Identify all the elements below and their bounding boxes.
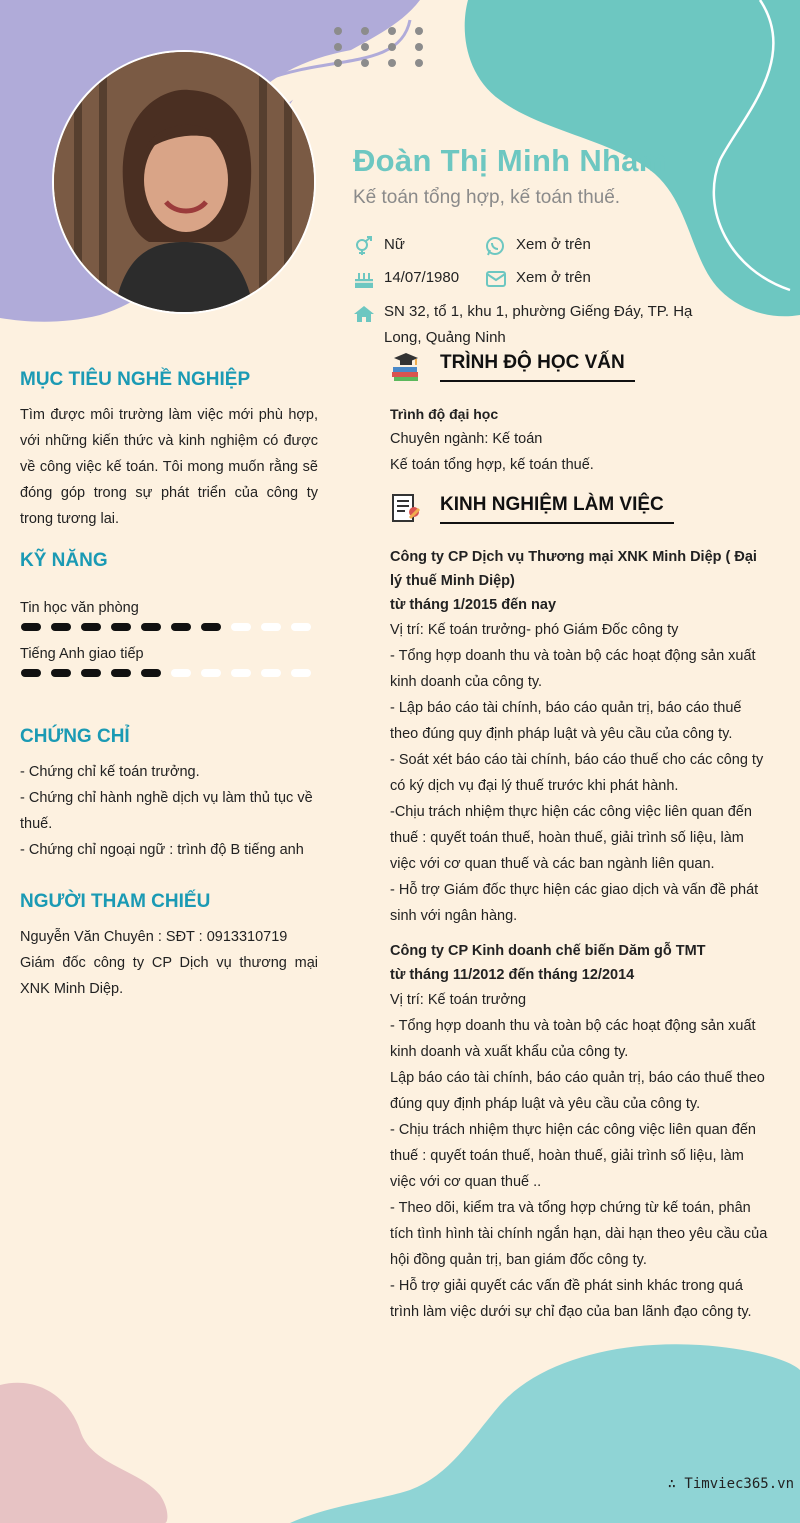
skill-dash-empty [231,669,251,677]
objective-heading: MỤC TIÊU NGHỀ NGHIỆP [20,369,251,390]
skill-dash-empty [291,669,311,677]
skill-dash-filled [81,669,101,677]
objective-text: Tìm được môi trường làm việc mới phù hợp, với những kiến thức và kinh nghiệm có được về công việc kế toán. Tôi mong muốn rằng sẽ đóng góp trong sự phát triển của công ty trong tương lai. [20,407,318,527]
envelope-icon [485,269,507,289]
skill-dash-filled [171,623,191,631]
education-level: Trình độ đại học [390,406,499,422]
phone-value[interactable]: Xem ở trên [516,236,591,253]
job-1 [390,545,770,929]
profile-photo [52,50,316,314]
whatsapp-icon [485,236,507,256]
job-period: từ tháng 1/2015 đến nay [390,597,557,613]
job-duty: - Tổng hợp doanh thu và toàn bộ các hoạt động sản xuất kinh doanh và xuất khẩu của công ty. [390,1018,756,1060]
gender-value: Nữ [384,236,405,253]
job-duty: -Chịu trách nhiệm thực hiện các công việc liên quan đến thuế : quyết toán thuế, hoàn thuế, giải trình số liệu, làm việc với cơ quan thuế và các ban ngành liên quan. [390,804,752,872]
birthday-row [353,269,459,289]
job-company: Công ty CP Dịch vụ Thương mại XNK Minh Diệp ( Đại lý thuế Minh Diệp) [390,549,757,589]
skill-dash-filled [51,669,71,677]
skills-heading: KỸ NĂNG [20,550,108,571]
skill-dash-filled [111,669,131,677]
job-duty: - Soát xét báo cáo tài chính, báo cáo thuế cho các công ty có ký dịch vụ đại lý thuế trước khi phát hành. [390,752,764,794]
work-document-icon [390,492,422,524]
skill-dash-filled [141,669,161,677]
skill-dash-empty [291,623,311,631]
gender-row [353,236,405,256]
graduation-books-icon [390,350,422,382]
job-duty: - Lập báo cáo tài chính, báo cáo quản trị, báo cáo thuế theo đúng quy định pháp luật và yêu cầu của công ty. [390,700,742,742]
skill-dash-empty [261,623,281,631]
references-text [20,924,318,1002]
skill-dash-empty [201,669,221,677]
skill-dash-filled [81,623,101,631]
education-header [390,350,635,382]
home-icon [353,304,375,324]
address-line-1: SN 32, tổ 1, khu 1, phường Giếng Đáy, TP. Hạ [384,303,693,320]
job-duty: - Tổng hợp doanh thu và toàn bộ các hoạt động sản xuất kinh doanh của công ty. [390,648,756,690]
job-duty: - Theo dõi, kiểm tra và tổng hợp chứng từ kế toán, phân tích tình hình tài chính ngắn hạn, dài hạn theo yêu cầu của hội đồng quản trị, ban giám đốc công ty. [390,1200,768,1268]
job-position: Vị trí: Kế toán trưởng- phó Giám Đốc công ty [390,622,679,638]
phone-row [485,236,591,256]
skill-dash-filled [111,623,131,631]
skill-label: Tiếng Anh giao tiếp [20,646,144,662]
skill-dash-empty [171,669,191,677]
candidate-name: Đoàn Thị Minh Nhâm [353,143,667,178]
skill-dash-filled [51,623,71,631]
skill-dash-empty [231,623,251,631]
skill-label: Tin học văn phòng [20,600,139,616]
education-content [390,402,770,478]
experience-header [390,492,674,524]
certificates-list [20,759,320,863]
watermark: ∴ Timviec365.vn [667,1476,794,1492]
skill-dash-filled [21,623,41,631]
skill-dash-filled [201,623,221,631]
job-duty: - Hỗ trợ giải quyết các vấn đề phát sinh khác trong quá trình làm việc dưới sự chỉ đạo của ban lãnh đạo công ty. [390,1278,752,1320]
certificate-item: - Chứng chỉ hành nghề dịch vụ làm thủ tục về thuế. [20,790,313,832]
birthday-value: 14/07/1980 [384,269,460,286]
skill-dash-filled [21,669,41,677]
job-duty: - Hỗ trợ Giám đốc thực hiện các giao dịch và vấn đề phát sinh với ngân hàng. [390,882,759,924]
reference-position: Giám đốc công ty CP Dịch vụ thương mại XNK Minh Diệp. [20,955,318,997]
skill-bar-office [20,622,320,632]
job-duty: - Chịu trách nhiệm thực hiện các công việc liên quan đến thuế : quyết toán thuế, hoàn thuế, giải trình số liệu, làm việc với cơ quan thuế .. [390,1122,756,1190]
candidate-title: Kế toán tổng hợp, kế toán thuế. [353,187,621,208]
references-heading: NGƯỜI THAM CHIẾU [20,891,211,912]
address-row [353,302,692,351]
education-detail: Kế toán tổng hợp, kế toán thuế. [390,457,594,473]
birthday-cake-icon [353,269,375,289]
education-heading: TRÌNH ĐỘ HỌC VẤN [440,352,635,382]
skill-dash-filled [141,623,161,631]
skill-bar-english [20,668,320,678]
job-duty: Lập báo cáo tài chính, báo cáo quản trị, báo cáo thuế theo đúng quy định pháp luật và yêu cầu của công ty. [390,1070,765,1112]
job-company: Công ty CP Kinh doanh chế biến Dăm gỗ TMT [390,943,706,959]
gender-icon [353,236,375,256]
certificate-item: - Chứng chỉ kế toán trưởng. [20,764,200,780]
email-value[interactable]: Xem ở trên [516,269,591,286]
certificate-item: - Chứng chỉ ngoại ngữ : trình độ B tiếng anh [20,842,304,858]
education-major: Chuyên ngành: Kế toán [390,431,543,447]
experience-heading: KINH NGHIỆM LÀM VIỆC [440,494,674,524]
address-line-2: Long, Quảng Ninh [384,329,506,346]
address-value [384,299,692,351]
job-position: Vị trí: Kế toán trưởng [390,992,527,1008]
skill-dash-empty [261,669,281,677]
job-period: từ tháng 11/2012 đến tháng 12/2014 [390,967,635,983]
email-row [485,269,591,289]
reference-name: Nguyễn Văn Chuyên : SĐT : 0913310719 [20,929,288,945]
certificates-heading: CHỨNG CHỈ [20,726,130,747]
job-2 [390,939,770,1325]
